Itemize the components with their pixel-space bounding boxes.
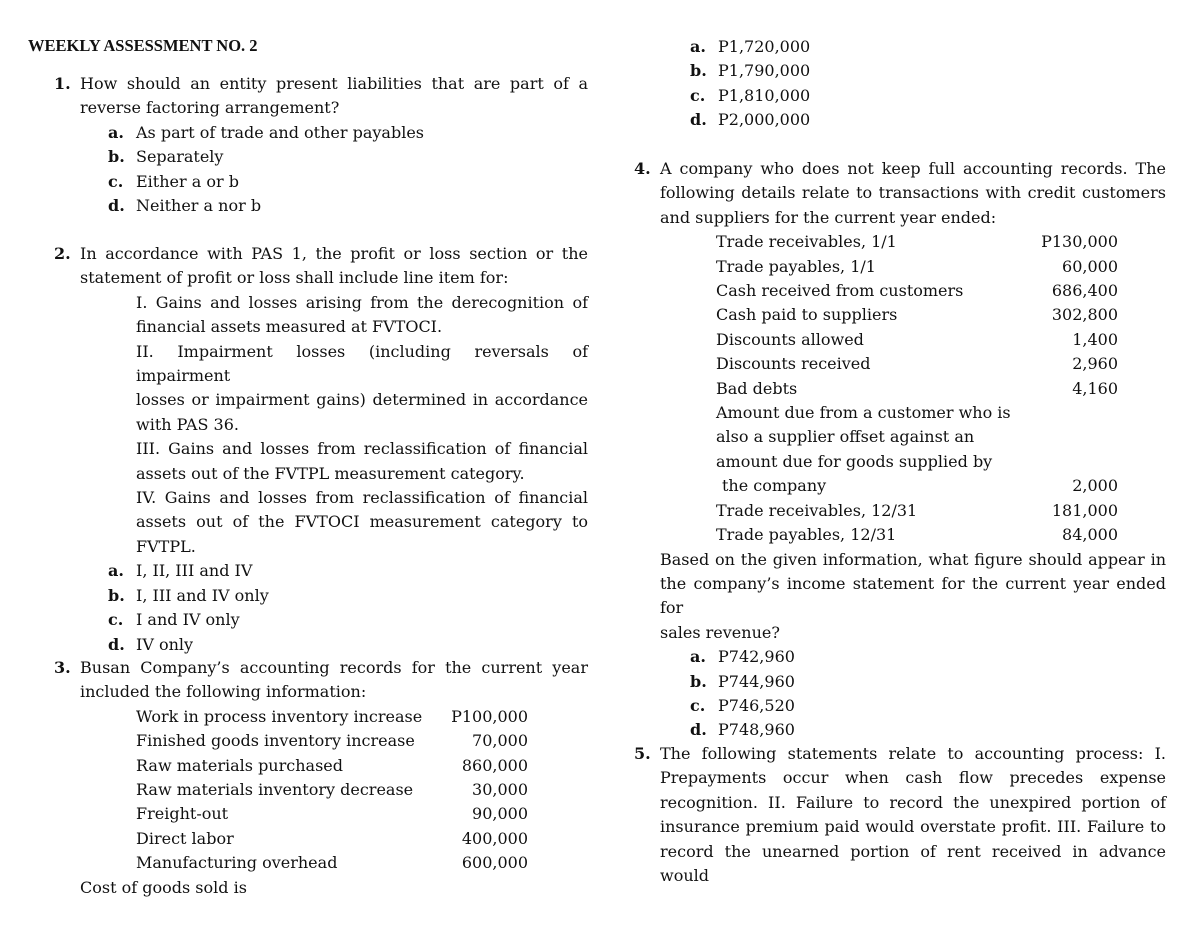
- option-letter: a.: [108, 122, 124, 142]
- option-text: Neither a nor b: [136, 196, 262, 216]
- option-letter: a.: [690, 647, 706, 667]
- statement-line: with PAS 36.: [136, 414, 239, 434]
- list-item: [136, 827, 528, 851]
- option-text: P748,960: [718, 720, 795, 740]
- item-value: 2,960: [1072, 354, 1118, 374]
- question-text: following details relate to transactions with credit customers: [660, 183, 1166, 203]
- list-item: [716, 377, 1118, 401]
- list-item: [716, 303, 1118, 327]
- option-text: P1,790,000: [718, 61, 811, 81]
- item-label: Cash received from customers: [716, 281, 964, 301]
- question-text: How should an entity present liabilities that are part of a: [80, 74, 588, 93]
- option-letter: b.: [108, 585, 125, 605]
- option-text: As part of trade and other payables: [136, 122, 424, 142]
- statement-3: [136, 437, 588, 486]
- option-letter: a.: [108, 561, 124, 581]
- option-text: I and IV only: [136, 610, 240, 630]
- option-text: Either a or b: [136, 171, 239, 191]
- list-item: [136, 729, 528, 753]
- item-label: Work in process inventory increase: [136, 706, 423, 726]
- option-letter: c.: [690, 695, 706, 715]
- question-number: 3.: [54, 658, 71, 677]
- option-a[interactable]: [108, 121, 588, 145]
- question-1: [54, 72, 588, 218]
- question-text: recognition. II. Failure to record the unexpired portion of: [660, 792, 1166, 812]
- item-label: Cash paid to suppliers: [716, 305, 898, 325]
- option-letter: d.: [690, 720, 707, 740]
- item-label: Trade payables, 1/1: [716, 256, 876, 276]
- item-value: 302,800: [1051, 305, 1118, 325]
- item-value: 181,000: [1051, 500, 1118, 520]
- item-label: also a supplier offset against an: [716, 427, 975, 447]
- option-b[interactable]: [108, 145, 588, 169]
- statement-2: [136, 340, 588, 438]
- option-d[interactable]: [690, 718, 1166, 742]
- item-value: 90,000: [472, 804, 528, 824]
- list-item: [136, 705, 528, 729]
- item-value: P130,000: [1041, 232, 1118, 252]
- option-letter: b.: [690, 61, 707, 81]
- item-label: Discounts allowed: [716, 329, 864, 349]
- item-label: Raw materials inventory decrease: [136, 780, 414, 800]
- question-number: 5.: [634, 744, 651, 763]
- option-letter: c.: [108, 610, 124, 630]
- option-text: P1,810,000: [718, 85, 811, 105]
- question-text: A company who does not keep full accounting records. The: [660, 159, 1166, 178]
- item-value: 2,000: [1072, 476, 1118, 496]
- option-letter: d.: [108, 634, 125, 654]
- statement-line: assets out of the FVTPL measurement category.: [136, 463, 525, 483]
- question-ask: Cost of goods sold is: [80, 877, 247, 897]
- option-letter: a.: [690, 37, 706, 56]
- question-ask: the company’s income statement for the current year ended for: [660, 573, 1166, 618]
- option-d[interactable]: [108, 633, 588, 657]
- statement-line: I. Gains and losses arising from the derecognition of: [136, 292, 588, 312]
- option-c[interactable]: [108, 608, 588, 632]
- option-text: IV only: [136, 634, 194, 654]
- option-text: P746,520: [718, 695, 795, 715]
- statement-line: IV. Gains and losses from reclassification of financial: [136, 488, 588, 508]
- question-text: included the following information:: [80, 682, 367, 702]
- item-value: 1,400: [1072, 329, 1118, 349]
- item-value: 860,000: [461, 755, 528, 775]
- question-text: In accordance with PAS 1, the profit or loss section or the: [80, 244, 588, 263]
- option-letter: c.: [690, 85, 706, 105]
- question-ask: sales revenue?: [660, 622, 780, 642]
- offset-item: [716, 401, 1118, 499]
- statement-line: III. Gains and losses from reclassification of financial: [136, 439, 588, 459]
- list-item: [136, 802, 528, 826]
- item-label: the company: [722, 476, 827, 496]
- list-item: [716, 230, 1118, 254]
- item-label: Trade receivables, 12/31: [716, 500, 918, 520]
- question-2: [54, 242, 588, 657]
- data-list: [634, 230, 1118, 547]
- item-label: amount due for goods supplied by: [716, 451, 993, 471]
- option-text: P1,720,000: [718, 37, 811, 56]
- item-label: Amount due from a customer who is: [716, 403, 1011, 423]
- question-text: insurance premium paid would overstate profit. III. Failure to: [660, 817, 1166, 837]
- question-number: 4.: [634, 159, 651, 178]
- question-number: 1.: [54, 74, 71, 93]
- list-item: [716, 255, 1118, 279]
- option-a[interactable]: [690, 645, 1166, 669]
- list-item: [136, 754, 528, 778]
- question-3: [54, 656, 588, 900]
- item-value: 30,000: [472, 780, 528, 800]
- question-text: The following statements relate to accounting process: I.: [660, 744, 1166, 763]
- list-item: [716, 328, 1118, 352]
- question-text: Prepayments occur when cash flow precedes expense: [660, 768, 1166, 788]
- statement-line: losses or impairment gains) determined in accordance: [136, 390, 588, 410]
- option-text: I, II, III and IV: [136, 561, 253, 581]
- item-label: Direct labor: [136, 828, 234, 848]
- option-letter: b.: [690, 671, 707, 691]
- question-text: statement of profit or loss shall include line item for:: [80, 268, 509, 288]
- statement-line: FVTPL.: [136, 536, 196, 556]
- option-text: P744,960: [718, 671, 795, 691]
- question-text: reverse factoring arrangement?: [80, 98, 340, 118]
- option-c[interactable]: [108, 170, 588, 194]
- list-item: [716, 352, 1118, 376]
- option-letter: c.: [108, 171, 124, 191]
- item-value: 84,000: [1062, 525, 1118, 545]
- option-letter: b.: [108, 147, 125, 167]
- statement-line: II. Impairment losses (including reversals of impairment: [136, 341, 588, 386]
- item-label: Bad debts: [716, 378, 798, 398]
- item-label: Trade payables, 12/31: [716, 525, 897, 545]
- item-value: 686,400: [1051, 281, 1118, 301]
- question-text: and suppliers for the current year ended:: [660, 207, 997, 227]
- page-title: WEEKLY ASSESSMENT NO. 2: [28, 36, 258, 55]
- option-text: P742,960: [718, 647, 795, 667]
- option-text: P2,000,000: [718, 110, 811, 130]
- statement-4: [136, 486, 588, 559]
- question-5: [634, 742, 1166, 888]
- item-value: 600,000: [461, 853, 528, 873]
- item-label: Freight-out: [136, 804, 229, 824]
- option-a[interactable]: [108, 559, 588, 583]
- option-b[interactable]: [108, 584, 588, 608]
- option-b[interactable]: [690, 670, 1166, 694]
- item-label: Manufacturing overhead: [136, 853, 338, 873]
- option-b[interactable]: [690, 59, 890, 83]
- option-c[interactable]: [690, 694, 1166, 718]
- question-text: record the unearned portion of rent received in advance would: [660, 841, 1166, 886]
- question-3-options: [690, 35, 890, 133]
- item-value: 400,000: [461, 828, 528, 848]
- item-value: 70,000: [472, 731, 528, 751]
- question-4: [634, 157, 1166, 743]
- list-item: [716, 499, 1118, 523]
- option-text: Separately: [136, 147, 224, 167]
- item-label: Discounts received: [716, 354, 871, 374]
- item-label: Finished goods inventory increase: [136, 731, 415, 751]
- item-label: Raw materials purchased: [136, 755, 343, 775]
- question-number: 2.: [54, 244, 71, 263]
- statement-list: [54, 291, 588, 559]
- item-value: P100,000: [451, 706, 528, 726]
- list-item: [136, 851, 528, 875]
- option-letter: d.: [108, 196, 125, 216]
- option-c[interactable]: [690, 84, 890, 108]
- data-list: [54, 705, 528, 876]
- option-d[interactable]: [108, 194, 588, 218]
- question-text: Busan Company’s accounting records for the current year: [80, 658, 588, 677]
- option-text: I, III and IV only: [136, 585, 269, 605]
- statement-line: assets out of the FVTOCI measurement category to: [136, 512, 588, 532]
- item-value: 4,160: [1072, 378, 1118, 398]
- question-ask: Based on the given information, what figure should appear in: [660, 549, 1166, 569]
- option-d[interactable]: [690, 108, 890, 132]
- statement-line: financial assets measured at FVTOCI.: [136, 317, 443, 337]
- list-item: [716, 279, 1118, 303]
- item-label: Trade receivables, 1/1: [716, 232, 897, 252]
- list-item: [716, 523, 1118, 547]
- option-letter: d.: [690, 110, 707, 130]
- item-value: 60,000: [1062, 256, 1118, 276]
- list-item: [136, 778, 528, 802]
- option-a[interactable]: [690, 35, 890, 59]
- statement-1: [136, 291, 588, 340]
